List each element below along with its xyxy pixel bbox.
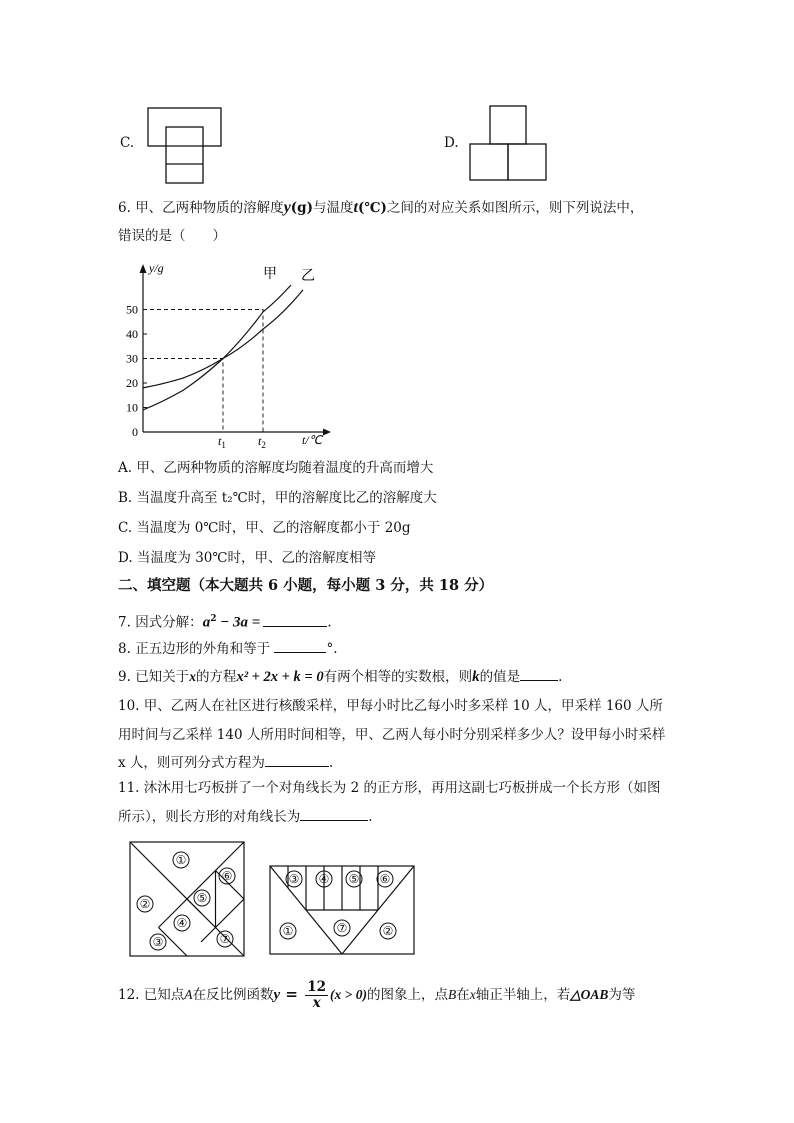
- y-tick-label: 10: [126, 400, 138, 415]
- q8: 8. 正五边形的外角和等于 °.: [118, 638, 338, 659]
- tangram-square-label-2: ②: [139, 897, 151, 911]
- q12: 12. 已知点A在反比例函数y = $\frac{12}{x}$ (x > 0)的图象上，点B在x轴正半轴上，若△OAB为等: [118, 979, 636, 1011]
- series-line-jia: [143, 285, 291, 410]
- series-label-jia: 甲: [263, 267, 277, 282]
- y-axis-label: y/g: [149, 261, 164, 275]
- y-tick-label: 20: [126, 376, 138, 390]
- tangram-rect-label-4: ④: [318, 872, 330, 886]
- y-tick-label: 40: [126, 327, 138, 341]
- tangram-square: [126, 838, 248, 958]
- q6-option-d: D. 当温度为 30℃时，甲、乙的溶解度相等: [118, 550, 376, 566]
- tangram-rect-label-7: ⑦: [336, 921, 348, 935]
- option-d-label: D.: [444, 135, 459, 151]
- q6-option-b: B. 当温度升高至 t₂℃时，甲的溶解度比乙的溶解度大: [118, 490, 437, 506]
- q11-line1: 11. 沐沐用七巧板拼了一个对角线长为 2 的正方形，再用这副七巧板拼成一个长方形（如图: [118, 780, 661, 796]
- y-axis-arrow: [140, 264, 147, 273]
- x-axis-arrow: [323, 429, 331, 436]
- q10-line2: 用时间与乙采样 140 人所用时间相等，甲、乙两人每小时分别采样多少人？设甲每小时采样: [118, 727, 666, 743]
- y-tick-label: 50: [126, 302, 138, 317]
- x-tick-label-t1: $t_1$: [218, 434, 226, 450]
- tangram-square-label-5: ⑤: [196, 891, 208, 905]
- q9: 9. 已知关于x的方程x² + 2x + k = 0有两个相等的实数根，则k的值是 .: [118, 666, 562, 687]
- q6-stem-line1: 6. 甲、乙两种物质的溶解度y(g)与温度t(℃)之间的对应关系如图所示，则下列说法中，: [118, 199, 644, 216]
- q10-line1: 10. 甲、乙两人在社区进行核酸采样，甲每小时比乙每小时多采样 10 人，甲采样 160 人所: [118, 698, 663, 714]
- tangram-rect-label-2: ②: [382, 924, 394, 938]
- tangram-rect-label-5: ⑤: [348, 872, 360, 886]
- tangram-square-label-7: ⑦: [219, 932, 231, 946]
- y-tick-label: 0: [132, 425, 138, 439]
- option-d-figure: [466, 103, 552, 185]
- q6-stem-line2: 错误的是（ ）: [118, 228, 226, 244]
- q11-line2: 所示），则长方形的对角线长为 .: [118, 806, 373, 827]
- q6-option-a: A. 甲、乙两种物质的溶解度均随着温度的升高而增大: [118, 460, 434, 476]
- section-heading: 二、填空题（本大题共 6 小题，每小题 3 分，共 18 分）: [118, 577, 494, 594]
- y-tick-label: 30: [126, 351, 138, 366]
- q7: 7. 因式分解：$a^2 - 3a$ = .: [118, 609, 332, 633]
- solubility-chart: [115, 258, 340, 450]
- tangram-square-label-3: ③: [152, 935, 164, 949]
- x-axis-label: t/℃: [302, 433, 323, 447]
- option-c-figure: [140, 105, 230, 187]
- q6-option-c: C. 当温度为 0℃时，甲、乙的溶解度都小于 20g: [118, 520, 411, 536]
- tangram-square-label-1: ①: [175, 853, 187, 867]
- guide-t2: [143, 310, 263, 433]
- tangram-square-label-6: ⑥: [221, 869, 233, 883]
- tangram-rect-label-3: ③: [288, 872, 300, 886]
- tangram-rectangle: [266, 862, 418, 958]
- tangram-rect-label-6: ⑥: [379, 872, 391, 886]
- x-tick-label-t2: $t_2$: [258, 434, 266, 450]
- series-label-yi: 乙: [301, 269, 315, 284]
- q10-line3: x 人，则可列分式方程为 .: [118, 752, 333, 773]
- tangram-square-label-4: ④: [176, 916, 188, 930]
- option-c-label: C.: [120, 135, 135, 151]
- tangram-rect-label-1: ①: [282, 924, 294, 938]
